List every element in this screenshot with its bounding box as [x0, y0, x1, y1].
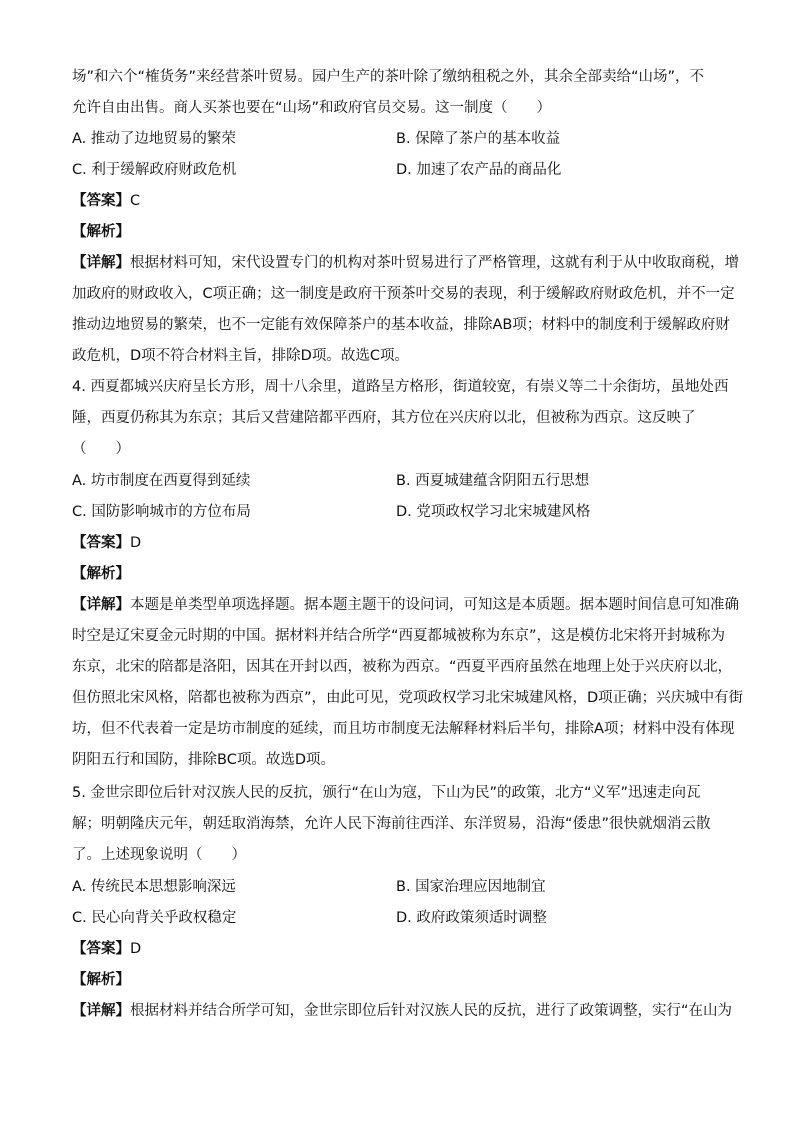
- q4-stem-line-3: （ ）: [72, 441, 130, 457]
- q3-option-a: A. 推动了边地贸易的繁荣: [72, 131, 236, 147]
- q3-detail-line-2: 加政府的财政收入，C项正确；这一制度是政府干预茶叶交易的表现，利于缓解政府财政危机，并不一定: [72, 286, 735, 302]
- q4-detail-line-1: [72, 590, 739, 621]
- q4-stem-line-2: 陲，西夏仍称其为东京；其后又营建陪都平西府，其方位在兴庆府以北，但被称为西京。这反映了: [72, 410, 696, 426]
- q4-detail-line-5: 坊，但不代表着一定是坊市制度的延续，而且坊市制度无法解释材料后半句，排除A项；材料中没有体现: [72, 721, 735, 737]
- q3-answer: [72, 186, 140, 217]
- q4-answer: [72, 528, 141, 559]
- q4-detail-line-4: 但仿照北宋风格，陪都也被称为西京”，由此可见，党项政权学习北宋城建风格，D项正确；兴庆城中有街: [72, 690, 744, 706]
- detail-text: 本题是单类型单项选择题。据本题主题干的设问词，可知这是本质题。据本题时间信息可知准确: [130, 597, 739, 613]
- answer-tag: 【答案】: [72, 941, 130, 957]
- q4-detail-line-2: 时空是辽宋夏金元时期的中国。据材料并结合所学“西夏都城被称为东京”，这是模仿北宋将开封城称为: [72, 628, 726, 644]
- detail-text: 根据材料并结合所学可知，金世宗即位后针对汉族人民的反抗，进行了政策调整，实行“在山为: [130, 1003, 733, 1019]
- answer-value: D: [130, 535, 142, 551]
- q5-stem-line-1: 5. 金世宗即位后针对汉族人民的反抗，颁行“在山为寇，下山为民”的政策，北方“义军”迅速走向瓦: [72, 785, 701, 801]
- answer-tag: 【答案】: [72, 193, 130, 209]
- q5-option-c: C. 民心向背关乎政权稳定: [72, 910, 237, 926]
- q5-stem-line-2: 解；明朝隆庆元年，朝廷取消海禁，允许人民下海前往西洋、东洋贸易，沿海“倭患”很快就烟消云散: [72, 816, 711, 832]
- q4-stem-line-1: 4. 西夏都城兴庆府呈长方形，周十八余里，道路呈方格形，街道较宽，有崇义等二十余街坊，虽地处西: [72, 379, 729, 395]
- q5-analysis-heading: [72, 965, 130, 996]
- q3-stem-line-2: 允许自由出售。商人买茶也要在“山场”和政府官员交易。这一制度（ ）: [72, 100, 552, 116]
- q5-detail-line-1: [72, 996, 732, 1027]
- q5-option-a: A. 传统民本思想影响深远: [72, 879, 236, 895]
- detail-tag: 【详解】: [72, 1003, 130, 1019]
- q4-detail-line-3: 东京，北宋的陪都是洛阳，因其在开封以西，被称为西京。“西夏平西府虽然在地理上处于兴庆府以北，: [72, 659, 733, 675]
- q4-option-a: A. 坊市制度在西夏得到延续: [72, 473, 251, 489]
- q4-option-b: B. 西夏城建蕴含阴阳五行思想: [396, 473, 590, 489]
- q5-option-d: D. 政府政策须适时调整: [396, 910, 547, 926]
- analysis-tag: 【解析】: [72, 566, 130, 582]
- analysis-tag: 【解析】: [72, 224, 130, 240]
- q5-stem-line-3: 了。上述现象说明（ ）: [72, 847, 246, 863]
- detail-tag: 【详解】: [72, 255, 130, 271]
- q3-detail-line-3: 推动边地贸易的繁荣，也不一定能有效保障茶户的基本收益，排除AB项；材料中的制度利于缓解政府财: [72, 317, 730, 333]
- analysis-tag: 【解析】: [72, 972, 130, 988]
- answer-tag: 【答案】: [72, 535, 130, 551]
- q3-detail-line-4: 政危机，D项不符合材料主旨，排除D项。故选C项。: [72, 348, 409, 364]
- q5-option-b: B. 国家治理应因地制宜: [396, 879, 546, 895]
- q3-option-b: B. 保障了茶户的基本收益: [396, 131, 561, 147]
- q4-option-d: D. 党项政权学习北宋城建风格: [396, 504, 591, 520]
- answer-value: D: [130, 941, 142, 957]
- answer-value: C: [130, 193, 141, 209]
- q5-answer: [72, 934, 141, 965]
- q4-detail-line-6: 阴阳五行和国防，排除BC项。故选D项。: [72, 752, 335, 768]
- q3-option-c: C. 利于缓解政府财政危机: [72, 162, 237, 178]
- q3-analysis-heading: [72, 217, 130, 248]
- detail-text: 根据材料可知，宋代设置专门的机构对茶叶贸易进行了严格管理，这就有利于从中收取商税，增: [130, 255, 739, 271]
- q3-stem-line-1: 场”和六个“榷货务”来经营茶叶贸易。园户生产的茶叶除了缴纳租税之外，其余全部卖给“山场”，不: [72, 69, 705, 85]
- q4-analysis-heading: [72, 559, 130, 590]
- detail-tag: 【详解】: [72, 597, 130, 613]
- q3-detail-line-1: [72, 248, 739, 279]
- q3-option-d: D. 加速了农产品的商品化: [396, 162, 562, 178]
- q4-option-c: C. 国防影响城市的方位布局: [72, 504, 251, 520]
